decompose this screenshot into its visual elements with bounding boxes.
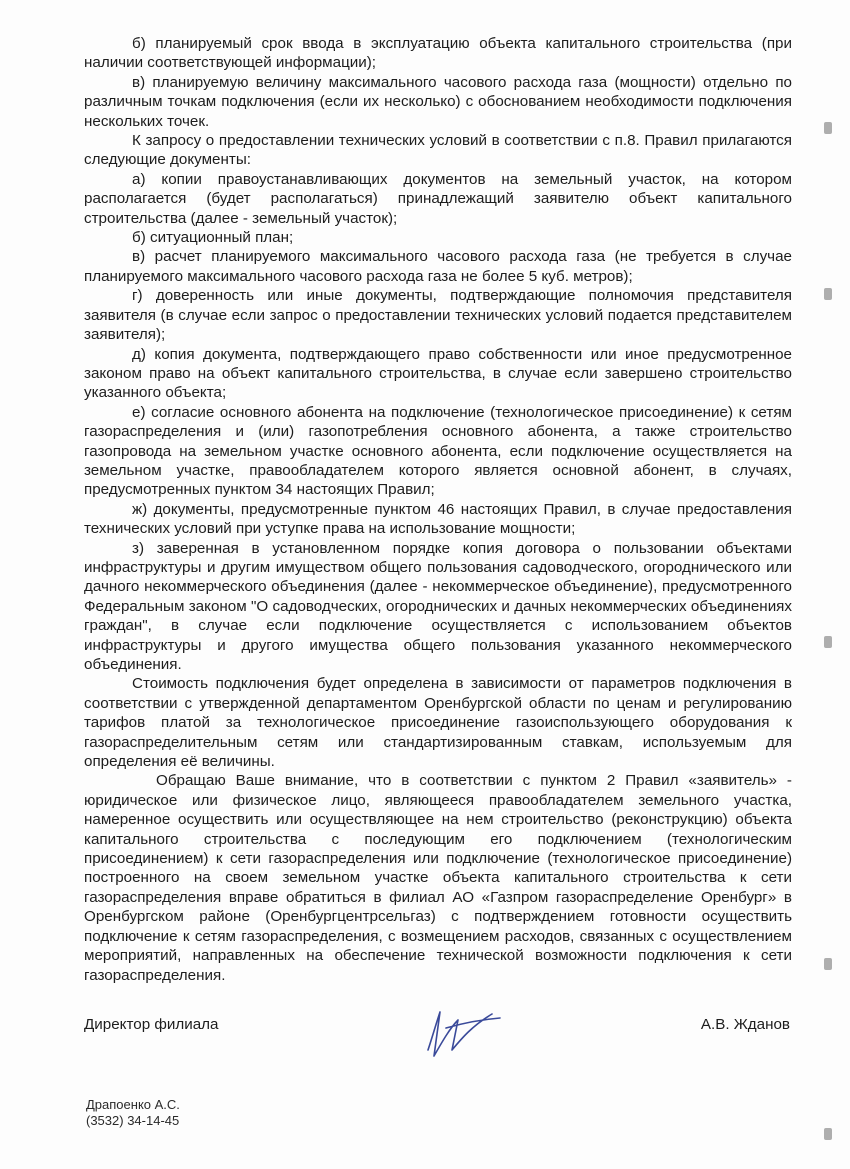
- scan-mark: [824, 958, 832, 970]
- paragraph-connection-cost: Стоимость подключения будет определена в зависимости от параметров подключения в соответствии с утвержденной департаментом Оренбургской области по ценам и регулированию тарифов платой за технологическое присоединение газоиспользующего оборудования к газораспределительным сетям или стандартизированным ставкам, используемым для определения её величины.: [84, 675, 792, 771]
- paragraph-item-v: в) расчет планируемого максимального часового расхода газа (не требуется в случае планируемого максимального часового расхода газа не более 5 куб. метров);: [84, 248, 792, 285]
- paragraph-documents-intro: К запросу о предоставлении технических условий в соответствии с п.8. Правил прилагаются следующие документы:: [84, 132, 792, 169]
- scan-mark: [824, 288, 832, 300]
- letter-body: [84, 34, 792, 985]
- paragraph-item-b: б) ситуационный план;: [132, 229, 294, 247]
- executor-name: Драпоенко А.С.: [86, 1097, 180, 1112]
- executor-phone: (3532) 34-14-45: [86, 1113, 180, 1128]
- position-title: Директор филиала: [84, 1016, 219, 1033]
- paragraph-item-d: д) копия документа, подтверждающего право собственности или иное предусмотренное законом право на объект капитального строительства, в случае если завершено строительство указанного объекта;: [84, 345, 792, 402]
- paragraph-max-gas-flow: в) планируемую величину максимального часового расхода газа (мощности) отдельно по различным точкам подключения (если их несколько) с обоснованием необходимости подключения нескольких точек.: [84, 73, 792, 130]
- paragraph-item-g: г) доверенность или иные документы, подтверждающие полномочия представителя заявителя (в случае если запрос о предоставлении технических условий подается представителем заявителя);: [84, 287, 792, 344]
- paragraph-item-e: е) согласие основного абонента на подключение (технологическое присоединение) к сетям газораспределения и (или) газопотребления основного абонента, а также строительство газопровода на земельном участке основного абонента, если подключение осуществляется на земельном участке, правообладателем которого является основной абонент, в случаях, предусмотренных пунктом 34 настоящих Правил;: [84, 403, 792, 499]
- paragraph-commissioning-date: б) планируемый срок ввода в эксплуатацию объекта капитального строительства (при наличии соответствующей информации);: [84, 35, 792, 72]
- scan-mark: [824, 1128, 832, 1140]
- paragraph-item-z: з) заверенная в установленном порядке копия договора о пользовании объектами инфраструктуры и другим имуществом общего пользования садоводческого, огороднического или дачного некоммерческого объединения (далее - некоммерческое объединение), предусмотренного Федеральным законом "О садоводческих, огороднических и дачных некоммерческих объединениях граждан", в случае если подключение осуществляется с использованием объектов инфраструктуры и другого имущества общего пользования указанного некоммерческого объединения.: [84, 539, 792, 673]
- scan-mark: [824, 636, 832, 648]
- paragraph-item-zh: ж) документы, предусмотренные пунктом 46 настоящих Правил, в случае предоставления технических условий при уступке права на использование мощности;: [84, 500, 792, 538]
- scan-mark: [824, 122, 832, 134]
- handwritten-signature: [410, 998, 510, 1068]
- executor-footer: [86, 1097, 180, 1129]
- paragraph-applicant-notice: Обращаю Ваше внимание, что в соответствии с пунктом 2 Правил «заявитель» - юридическое или физическое лицо, являющееся правообладателем земельного участка, намеренное осуществить или осуществляющее на нем строительство (реконструкцию) объекта капитального строительства с последующим его подключением (технологическим присоединением) к сети газораспределения или подключение (технологическое присоединение) построенного на своем земельном участке объекта капитального строительства к сети газораспределения вправе обратиться в филиал АО «Газпром газораспределение Оренбург» в Оренбургском районе (Оренбургцентрсельгаз) с подтверждением готовности осуществить подключение к сетям газораспределения, с возмещением расходов, связанных с осуществлением мероприятий, направленных на обеспечение технической возможности подключения к сети газораспределения.: [84, 772, 792, 984]
- signer-name: А.В. Жданов: [700, 1016, 790, 1033]
- paragraph-item-a: а) копии правоустанавливающих документов на земельный участок, на котором располагается (будет располагаться) принадлежащий заявителю объект капитального строительства (далее - земельный участок);: [84, 170, 792, 227]
